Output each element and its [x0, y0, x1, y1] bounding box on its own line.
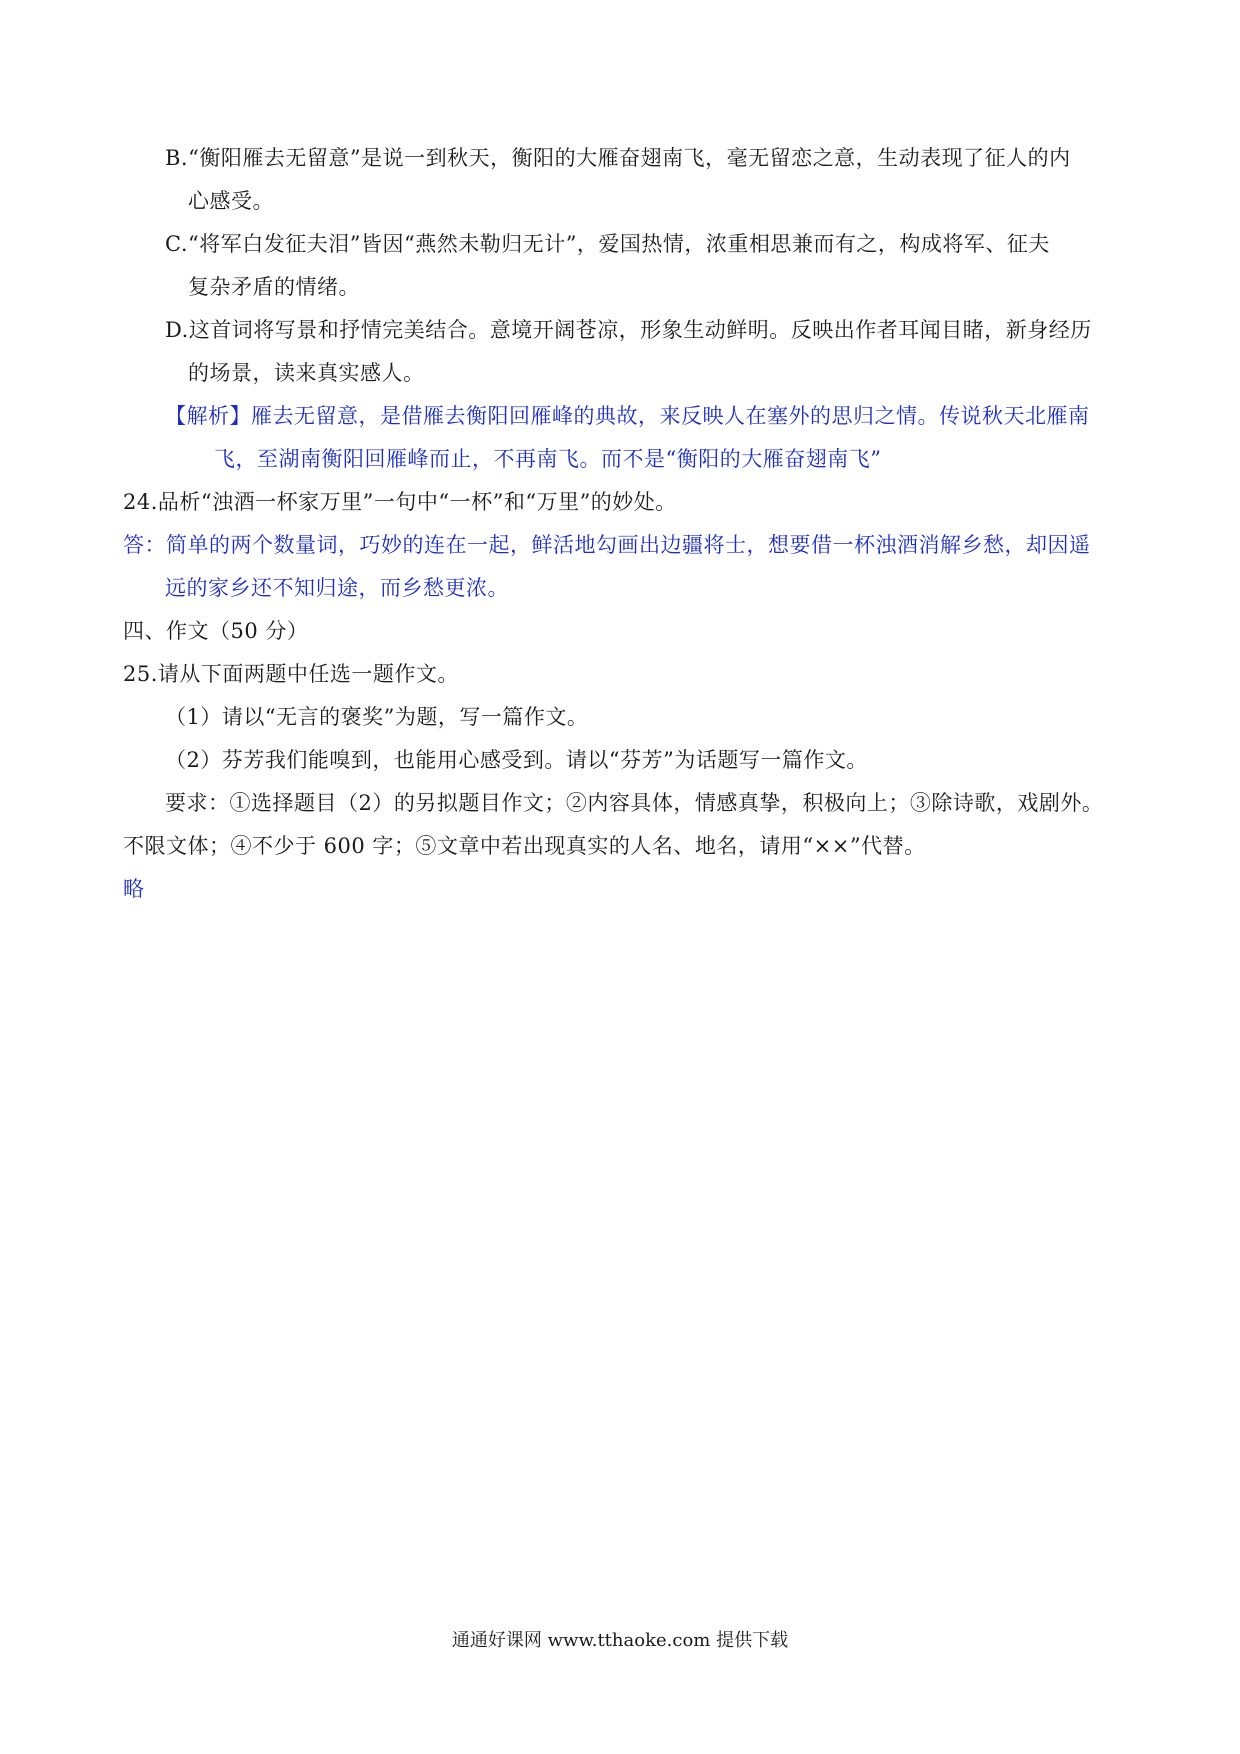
- analysis-line1: 【解析】雁去无留意，是借雁去衡阳回雁峰的典故，来反映人在塞外的思归之情。传说秋天北雁南: [165, 404, 1090, 428]
- question-24: 24.品析“浊酒一杯家万里”一句中“一杯”和“万里”的妙处。: [123, 490, 677, 514]
- option-b-line2: 心感受。: [188, 189, 274, 213]
- essay-option-1: （1）请以“无言的褒奖”为题，写一篇作文。: [165, 705, 589, 729]
- option-c-line2: 复杂矛盾的情绪。: [188, 275, 360, 299]
- answer-24-line2: 远的家乡还不知归途，而乡愁更浓。: [165, 576, 509, 600]
- question-25: 25.请从下面两题中任选一题作文。: [123, 662, 459, 686]
- section-heading: 四、作文（50 分）: [123, 619, 309, 643]
- option-b-line1: B.“衡阳雁去无留意”是说一到秋天，衡阳的大雁奋翅南飞，毫无留恋之意，生动表现了征人的内: [165, 146, 1071, 170]
- answer-24-line1: 答：简单的两个数量词，巧妙的连在一起，鲜活地勾画出边疆将士，想要借一杯浊酒消解乡愁，却因遥: [123, 533, 1091, 557]
- requirements-line2: 不限文体；④不少于 600 字；⑤文章中若出现真实的人名、地名，请用“××”代替。: [123, 834, 926, 858]
- option-d-line2: 的场景，读来真实感人。: [188, 361, 425, 385]
- page-footer: 通通好课网 www.tthaoke.com 提供下载: [451, 1630, 789, 1651]
- answer-25: 略: [123, 877, 145, 901]
- analysis-line2: 飞，至湖南衡阳回雁峰而止，不再南飞。而不是“衡阳的大雁奋翅南飞”: [214, 447, 882, 471]
- option-c-line1: C.“将军白发征夫泪”皆因“燕然未勒归无计”，爱国热情，浓重相思兼而有之，构成将军、征夫: [165, 232, 1050, 256]
- option-d-line1: D.这首词将写景和抒情完美结合。意境开阔苍凉，形象生动鲜明。反映出作者耳闻目睹，新身经历: [165, 318, 1092, 342]
- essay-option-2: （2）芬芳我们能嗅到，也能用心感受到。请以“芬芳”为话题写一篇作文。: [165, 748, 868, 772]
- requirements-line1: 要求：①选择题目（2）的另拟题目作文；②内容具体，情感真挚，积极向上；③除诗歌，戏剧外。: [165, 791, 1104, 815]
